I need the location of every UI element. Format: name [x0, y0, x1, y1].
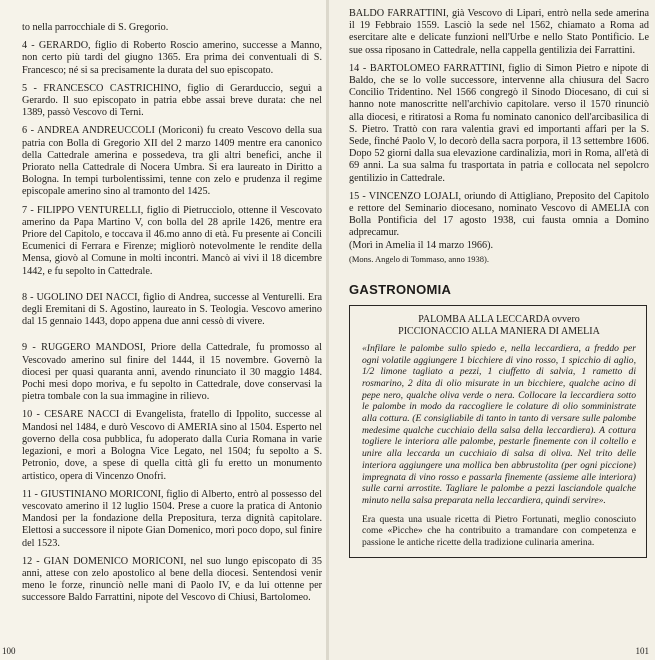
entry-castrichino: 5 - FRANCESCO CASTRICHINO, figlio di Gerarduccio, seguì a Gerardo. Il suo episcopato in patria ebbe assai breve durata: che nel 1389, passò Vescovo di Terni.	[22, 82, 322, 119]
entry-continuation: to nella parrocchiale di S. Gregorio.	[22, 22, 169, 33]
recipe-title-line2: PICCIONACCIO ALLA MANIERA DI AMELIA	[398, 325, 600, 337]
entry-lojali-death: (Morì in Amelia il 14 marzo 1966).	[349, 239, 494, 251]
recipe-body: «Infilare le palombe sullo spiedo e, nella leccardiera, a freddo per ogni volatile aggiungere 1 bicchiere di vino rosso, 1 spicchio di aglio, 1/2 limone tagliato a pezzi, 1 ciuffetto di salvia, 1 rametto di rosmarino, 2 dita di olio misurate in un bicchiere, qualche acino di pepe nero, qualche oliva verde o nera. Collocare la leccardiera sotto le palombe in modo da raccogliere le colature di olio somministrate alla cottura. (E consigliabile di tanto in tanto di versare sulle palombe medesime qualche cucchiaio della salsa della leccardiera). A cottura togliere le interiora alle palombe, pestarle finemente con il coltello e unire alla leccarda un cucchiaio di salsa di oliva. Nel trito delle interiora aggiungere una mollica ben abbrustolita (per ogni piccione) impregnata di vino rosso e passarla finemente (assieme alle interiora) sulle carni arrostite. Tagliare le palombe a pezzi lasciandole qualche minuto nella salsa preparata nella leccardiera, quindi servire».	[362, 342, 636, 506]
recipe-footer: Era questa una usuale ricetta di Pietro Fortunati, meglio conosciuto come «Picche» che ha contribuito a tramandare con competenza e passione le antiche ricette della tradizione culinaria amerina.	[362, 513, 636, 549]
section-title: GASTRONOMIA	[349, 281, 452, 297]
left-page	[0, 0, 326, 660]
entry-bartolomeo-farrattini: 14 - BARTOLOMEO FARRATTINI, figlio di Simon Pietro e nipote di Baldo, che se lo volle successore, intervenne alla chiusura del Sacro Concilio Tridentino. Nel 1566 congregò il Sinodo Diocesano, di cui si hanno note manoscritte nell'archivio capitolare. verso il 1570 rinunciò alla diocesi, e ritiratosi a Roma fu nominato canonico dell'arcibasilica di S. Pietro. Trattò con rara valentia gravi ed importanti affari per la S. Sede, finché Paolo V, lo decorò della sacra porpora, il 13 settembre 1606. Dopo 52 giorni dalla sua elevazione cardinalizia, morì in Roma, all'età di 69 anni. La sua salma fu trasportata in patria e collocata nel sepolcro gentilizio in Cattedrale.	[349, 62, 649, 184]
entry-nacci-ugolino: 8 - UGOLINO DEI NACCI, figlio di Andrea, successe al Venturelli. Era degli Eremitani di S. Agostino, laureato in S. Teologia. Vescovo amerino dal 15 gennaio 1443, dopo appena due anni cessò di vivere.	[22, 291, 322, 328]
page-number-right: 101	[635, 646, 649, 656]
recipe-box	[349, 305, 647, 558]
entry-gerardo: 4 - GERARDO, figlio di Roberto Roscio amerino, successe a Manno, non certo più tardi del giugno 1365. Era prima dei conventuali di S. Francesco; né si sa precisamente la durata del suo episcopato.	[22, 40, 322, 76]
entry-mandosi: 9 - RUGGERO MANDOSI, Priore della Cattedrale, fu promosso al Vescovado amerino sul finire del 1444, il 15 novembre. Governò la diocesi per quasi quaranta anni, avendo rinunciato il 30 maggio 1484. Pochi mesi dopo moriva, e fu sepolto in Cattedrale, dove conservasi la pietra tombale con la sua immagine in rilievo.	[22, 342, 322, 403]
entry-moriconi-giustiniano: 11 - GIUSTINIANO MORICONI, figlio di Alberto, entrò al possesso del vescovato amerino il 12 luglio 1504. Prese a cuore la pratica di Antonio Mandosi per la fondazione della Prepositura, terza dignità capitolare. Elettosi a successore il nipote Gian Domenico, morì poco dopo, sul finire del 1523.	[22, 488, 322, 549]
entry-venturelli: 7 - FILIPPO VENTURELLI, figlio di Pietrucciolo, ottenne il Vescovato amerino da Papa Martino V, con bolla del 28 aprile 1426, mentre era Priore del Capitolo, e toccava il 46.mo anno di età. Fu presente ai Concili Ecumenici di Ferrara e Firenze; migliorò notevolmente le rendite della Mensa, giovò al Comune in molti incontri. Mancò ai vivi il 18 dicembre 1442, e fu sepolto in Cattedrale.	[22, 204, 322, 277]
left-column	[22, 22, 322, 611]
right-page	[329, 0, 655, 660]
recipe-title	[362, 314, 636, 338]
entry-lojali: 15 - VINCENZO LOJALI, oriundo di Attigliano, Preposito del Capitolo e rettore del Seminario diocesano, nominato Vescovo di AMELIA con Bolla Pontificia del 17 agosto 1938, cui fausta omnia a Domino adprecamur.	[349, 190, 649, 239]
recipe-title-line1: PALOMBA ALLA LECCARDA ovvero	[418, 313, 580, 325]
entry-baldo-farrattini: BALDO FARRATTINI, già Vescovo di Lipari, entrò nella sede amerina il 19 Febbraio 1559. Lasciò la sede nel 1562, chiamato a Roma ad esercitare alte e delicate funzioni nell'Urbe e nello Stato Pontificio. Le sue ossa riposano in Cattedrale, nella cappella gentilizia dei Farrattini.	[349, 8, 649, 56]
right-column	[349, 8, 649, 558]
author-note: (Mons. Angelo di Tommaso, anno 1938).	[349, 253, 489, 264]
entry-nacci-cesare: 10 - CESARE NACCI di Evangelista, fratello di Ippolito, successe al Mandosi nel 1484, e durò Vescovo di AMERIA sino al 1504. Esperto nel governo della cosa pubblica, fu adoperato dalla Curia Romana in varie legazioni, e morì a Bologna Vice Legato, nel 1504; fu sepolto a S. Petronio, dove, a spese di quella città gli fu eretto un monumento artistico, opera di Vincenzo Onofri.	[22, 409, 322, 482]
entry-andreuccoli: 6 - ANDREA ANDREUCCOLI (Moriconi) fu creato Vescovo della sua patria con Bolla di Gregorio XII del 2 marzo 1409 mentre era canonico della Cattedrale amerina e possedeva, tra gli altri benefici, anche il Priorato nella Cattedrale di Nocera Umbra. Si era laureato in Diritto a Bologna. In tempi turbolentissimi, tenne con zelo e prudenza il regime episcopale amerino sino al tramonto del 1425.	[22, 125, 322, 198]
page-number-left: 100	[2, 646, 16, 656]
entry-moriconi-gian-domenico: 12 - GIAN DOMENICO MORICONI, nel suo lungo episcopato di 35 anni, attese con zelo apostolico al bene della diocesi. Sentendosi venir meno le forze, rinunciò nelle mani di Paolo IV, e da lui ottenne per successore Baldo Farrattini, nipote del Vescovo di Chiusi, Bartolomeo.	[22, 555, 322, 604]
